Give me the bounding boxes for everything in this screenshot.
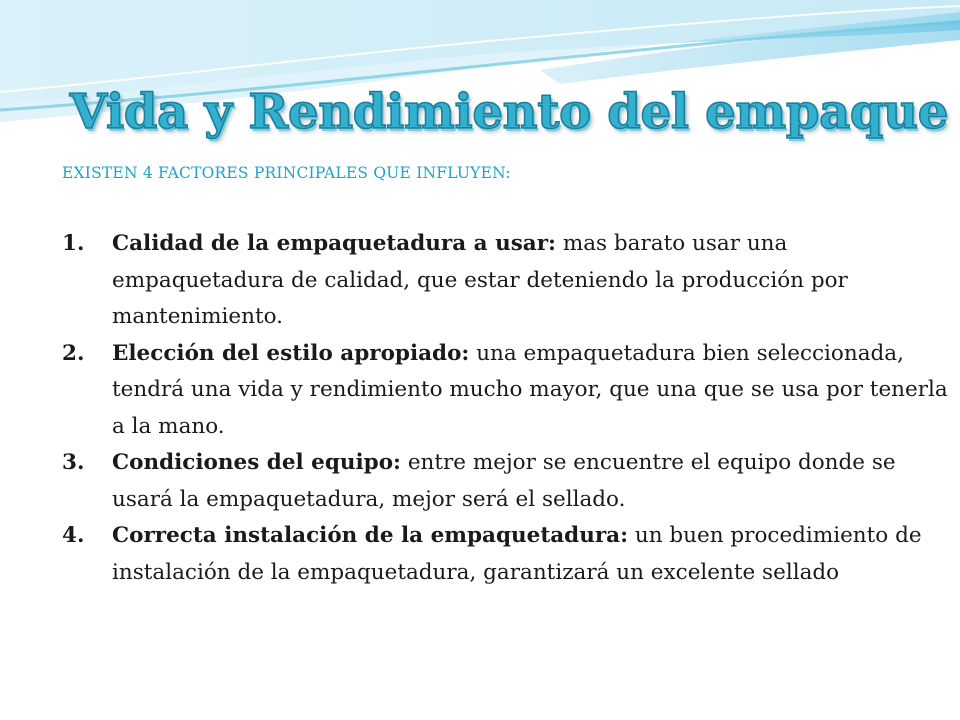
factor-item [62,518,952,591]
factors-list [62,226,952,591]
slide-subtitle: EXISTEN 4 FACTORES PRINCIPALES QUE INFLUYEN: [62,164,511,182]
factor-heading: Elección del estilo apropiado: [112,340,470,366]
factor-text: una empaquetadura bien seleccionada, tendrá una vida y rendimiento mucho mayor, que una que se usa por tenerla a la mano. [112,340,948,439]
slide-title: Vida y Rendimiento del empaque [69,84,948,140]
factor-item [62,336,952,446]
factor-text: entre mejor se encuentre el equipo donde se usará la empaquetadura, mejor será el sellado. [112,450,896,512]
factor-number: 1. [62,231,85,256]
factor-number: 4. [62,523,85,548]
factor-text: un buen procedimiento de instalación de la empaquetadura, garantizará un excelente sellado [112,523,922,585]
factor-heading: Condiciones del equipo: [112,450,401,475]
factor-text: mas barato usar una empaquetadura de calidad, que estar deteniendo la producción por mantenimiento. [112,231,848,329]
factor-item [62,226,952,336]
factor-item [62,445,952,518]
factor-heading: Correcta instalación de la empaquetadura: [112,523,629,548]
factor-number: 2. [62,340,85,366]
factor-heading: Calidad de la empaquetadura a usar: [112,231,556,256]
factor-number: 3. [62,450,85,475]
